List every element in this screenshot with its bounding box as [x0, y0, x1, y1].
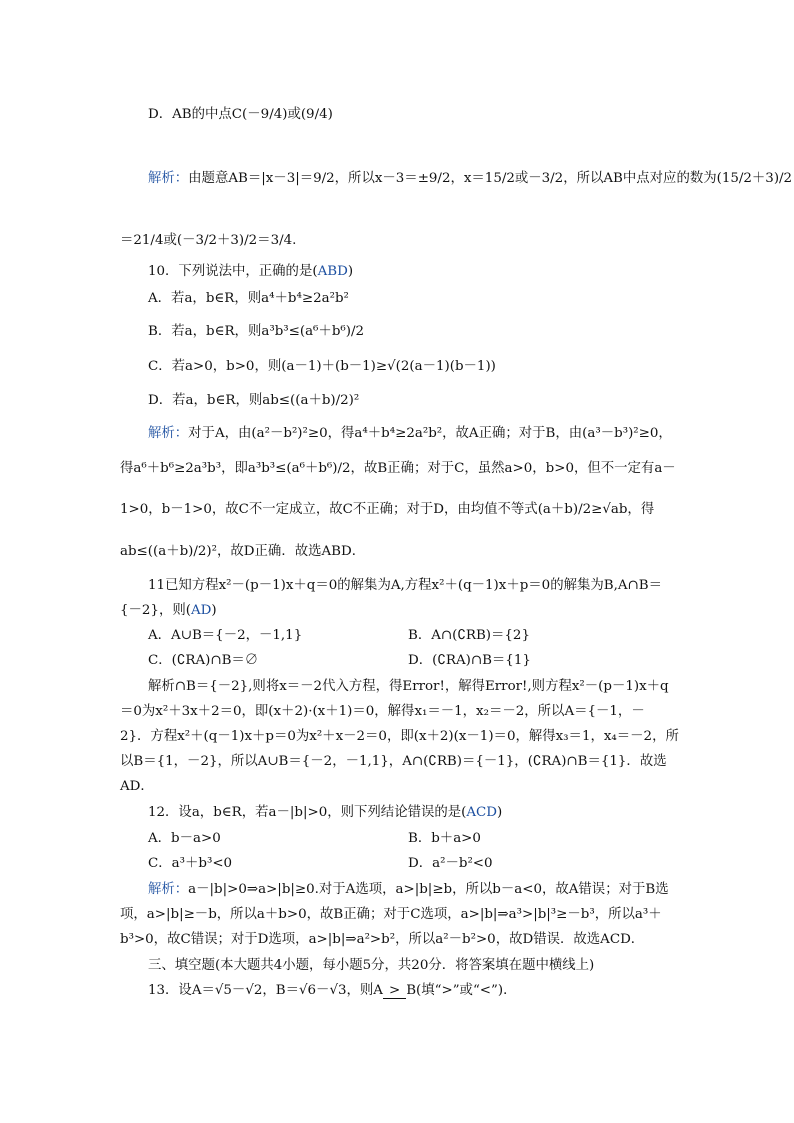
solution-q12-line1 [148, 881, 669, 899]
option-c-q10: C．若a>0，b>0，则(a－1)＋(b－1)≥√(2(a－1)(b－1)) [148, 359, 496, 374]
solution-q9-line2: ＝21/4或(－3/2＋3)/2＝3/4. [120, 233, 297, 248]
solution-text: 由题意AB＝|x－3|＝9/2，所以x－3＝±9/2，x＝15/2或－3/2，所以AB中点对应的数为(15/2＋3)/2 [188, 171, 793, 186]
option-d-q11: D．(∁RA)∩B＝{1} [408, 653, 531, 668]
solution-q10-line3: 1>0，b－1>0，故C不一定成立，故C不正确；对于D，由均值不等式(a＋b)/2≥√ab，得 [120, 502, 655, 517]
answer-text: AD [190, 603, 212, 618]
question-11-line1: 11已知方程x²－(p－1)x＋q＝0的解集为A,方程x²＋(q－1)x＋p＝0的解集为B,A∩B＝ [148, 578, 662, 593]
solution-q11-line2: ＝0为x²＋3x＋2＝0，即(x＋2)·(x＋1)＝0，解得x₁＝－1，x₂＝－2，所以A＝{－1，－ [120, 704, 645, 719]
solution-q10-line1 [148, 425, 672, 443]
solution-q12-line2: 项，a>|b|≥－b，所以a＋b>0，故B正确；对于C选项，a>|b|⇒a³>|b|³≥－b³，所以a³＋ [120, 907, 662, 922]
option-c-q11: C．(∁RA)∩B＝∅ [148, 653, 259, 668]
option-b-q11: B．A∩(∁RB)＝{2} [408, 628, 530, 643]
solution-label: 解析： [148, 426, 189, 441]
solution-q10-line4: ab≤((a＋b)/2)²，故D正确．故选ABD． [120, 544, 366, 559]
option-d-q9: D．AB的中点C(－9/4)或(9/4) [148, 107, 333, 122]
solution-q10-line2: 得a⁶＋b⁶≥2a³b³，即a³b³≤(a⁶＋b⁶)/2，故B正确；对于C，虽然a>0，b>0，但不一定有a－ [120, 461, 676, 476]
solution-q11-line1: 解析∩B＝{－2},则将x＝－2代入方程，得Error!，解得Error!,则方程x²－(p－1)x＋q [148, 679, 669, 694]
solution-label: 解析： [148, 882, 189, 897]
question-10 [148, 263, 353, 281]
option-a-q10: A．若a，b∈R，则a⁴＋b⁴≥2a²b² [148, 291, 349, 306]
option-d-q12: D．a²－b²<0 [408, 856, 493, 871]
option-b-q10: B．若a，b∈R，则a³b³≤(a⁶＋b⁶)/2 [148, 324, 365, 339]
question-11-line2 [120, 602, 217, 620]
solution-label: 解析： [148, 171, 189, 186]
solution-q11-line3: 2}．方程x²＋(q－1)x＋p＝0为x²＋x－2＝0，即(x＋2)(x－1)＝0，解得x₃＝1，x₄＝－2，所 [120, 729, 679, 744]
question-text: 10．下列说法中，正确的是( [148, 264, 318, 279]
solution-q9-line1 [148, 170, 792, 188]
solution-text: a－|b|>0⇒a>|b|≥0.对于A选项，a>|b|≥b，所以b－a<0，故A错误；对于B选 [188, 882, 669, 897]
option-a-q11: A．A∪B＝{－2，－1,1} [148, 628, 303, 643]
option-b-q12: B．b＋a>0 [408, 831, 481, 846]
option-c-q12: C．a³＋b³<0 [148, 856, 233, 871]
section-heading-fill-in: 三、填空题(本大题共4小题，每小题5分，共20分．将答案填在题中横线上) [148, 958, 595, 973]
solution-q11-line4: 以B＝{1，－2}，所以A∪B＝{－2，－1,1}，A∩(∁RB)＝{－1}，(∁RA)∩B＝{1}．故选 [120, 754, 667, 769]
question-12 [148, 804, 502, 822]
answer-text: ABD [317, 264, 348, 279]
question-tail: B(填“>”或“<”)． [406, 983, 517, 998]
question-text: 12．设a，b∈R，若a－|b|>0，则下列结论错误的是( [148, 805, 467, 820]
option-a-q12: A．b－a>0 [148, 831, 221, 846]
solution-q11-line5: AD． [120, 779, 154, 794]
answer-blank: > [383, 983, 406, 999]
close-paren: ) [497, 805, 503, 820]
solution-q12-line3: b³>0，故C错误；对于D选项，a>|b|⇒a²>b²，所以a²－b²>0，故D错误．故选ACD． [120, 932, 645, 947]
close-paren: ) [211, 603, 217, 618]
answer-text: ACD [466, 805, 498, 820]
question-text: {－2}，则( [120, 603, 191, 618]
question-text: 13．设A＝√5－√2，B＝√6－√3，则A [148, 983, 383, 998]
close-paren: ) [347, 264, 354, 279]
option-d-q10: D．若a，b∈R，则ab≤((a＋b)/2)² [148, 393, 360, 408]
solution-text: 对于A，由(a²－b²)²≥0，得a⁴＋b⁴≥2a²b²，故A正确；对于B，由(a³－b³)²≥0， [188, 426, 672, 441]
question-13 [148, 982, 516, 1000]
